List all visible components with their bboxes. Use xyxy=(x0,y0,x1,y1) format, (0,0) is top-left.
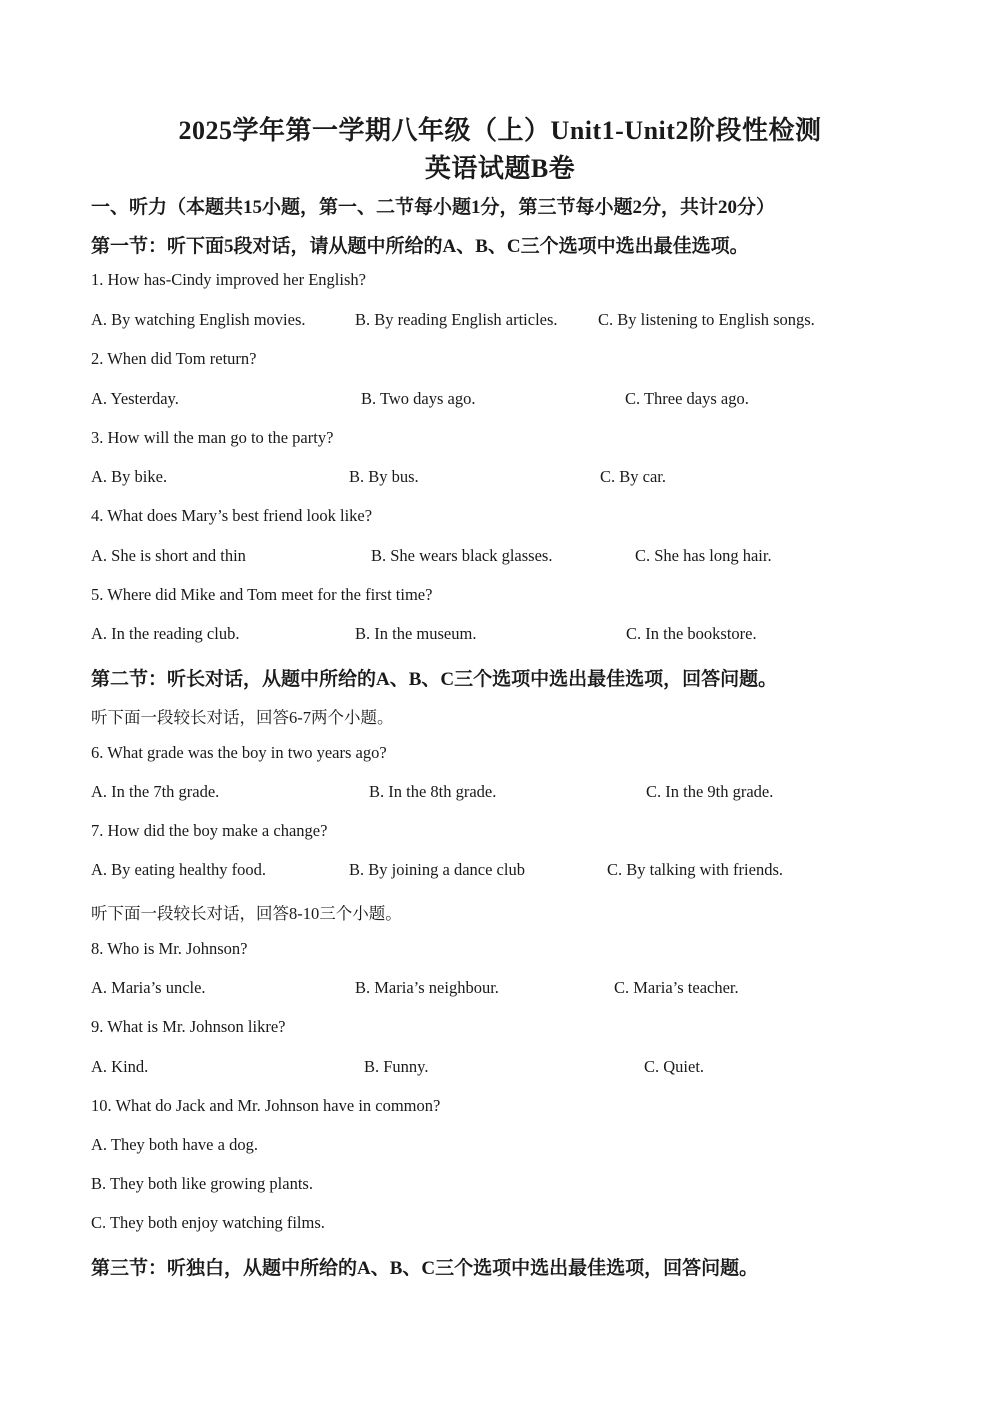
question-7: 7. How did the boy make a change? xyxy=(91,821,328,840)
q4-option-c: C. She has long hair. xyxy=(635,546,772,565)
q10-option-b: B. They both like growing plants. xyxy=(91,1174,313,1193)
q8-option-a: A. Maria’s uncle. xyxy=(91,978,206,997)
q10-option-c: C. They both enjoy watching films. xyxy=(91,1213,325,1232)
question-2: 2. When did Tom return? xyxy=(91,349,257,368)
q6-option-b: B. In the 8th grade. xyxy=(369,782,497,801)
q3-option-a: A. By bike. xyxy=(91,467,168,486)
question-10: 10. What do Jack and Mr. Johnson have in common? xyxy=(91,1096,441,1115)
exam-subtitle: 英语试题B卷 xyxy=(424,154,576,183)
q6-option-c: C. In the 9th grade. xyxy=(646,782,774,801)
question-9: 9. What is Mr. Johnson likre? xyxy=(91,1017,286,1036)
q9-option-c: C. Quiet. xyxy=(644,1057,705,1076)
q7-option-a: A. By eating healthy food. xyxy=(91,860,267,879)
q5-option-b: B. In the museum. xyxy=(355,624,477,643)
q1-option-b: B. By reading English articles. xyxy=(355,310,558,329)
q2-option-b: B. Two days ago. xyxy=(361,389,476,408)
q7-option-b: B. By joining a dance club xyxy=(349,860,525,879)
question-1: 1. How has-Cindy improved her English? xyxy=(91,270,366,289)
q10-option-a: A. They both have a dog. xyxy=(91,1135,258,1154)
question-6: 6. What grade was the boy in two years ago? xyxy=(91,743,387,762)
question-4: 4. What does Mary’s best friend look like? xyxy=(91,506,373,525)
part-heading-listening: 一、听力（本题共15小题，第一、二节每小题1分，第三节每小题2分，共计20分） xyxy=(91,197,776,218)
section3-heading: 第三节：听独白，从题中所给的A、B、C三个选项中选出最佳选项，回答问题。 xyxy=(91,1258,759,1279)
q1-option-a: A. By watching English movies. xyxy=(91,310,306,329)
q6-option-a: A. In the 7th grade. xyxy=(91,782,220,801)
q1-option-c: C. By listening to English songs. xyxy=(598,310,815,329)
question-5: 5. Where did Mike and Tom meet for the first time? xyxy=(91,585,433,604)
q9-option-b: B. Funny. xyxy=(364,1057,429,1076)
q3-option-c: C. By car. xyxy=(600,467,666,486)
question-8: 8. Who is Mr. Johnson? xyxy=(91,939,248,958)
q8-option-c: C. Maria’s teacher. xyxy=(614,978,739,997)
question-3: 3. How will the man go to the party? xyxy=(91,428,334,447)
section1-heading: 第一节：听下面5段对话，请从题中所给的A、B、C三个选项中选出最佳选项。 xyxy=(91,236,749,257)
q2-option-a: A. Yesterday. xyxy=(91,389,179,408)
q7-option-c: C. By talking with friends. xyxy=(607,860,783,879)
exam-title: 2025学年第一学期八年级（上）Unit1-Unit2阶段性检测 xyxy=(178,116,822,145)
q5-option-c: C. In the bookstore. xyxy=(626,624,757,643)
q4-option-b: B. She wears black glasses. xyxy=(371,546,553,565)
q9-option-a: A. Kind. xyxy=(91,1057,149,1076)
q2-option-c: C. Three days ago. xyxy=(625,389,749,408)
q3-option-b: B. By bus. xyxy=(349,467,419,486)
q5-option-a: A. In the reading club. xyxy=(91,624,240,643)
q4-option-a: A. She is short and thin xyxy=(91,546,246,565)
section2-heading: 第二节：听长对话，从题中所给的A、B、C三个选项中选出最佳选项，回答问题。 xyxy=(91,669,778,690)
section2-intro-6-7: 听下面一段较长对话，回答6-7两个小题。 xyxy=(91,708,394,727)
section2-intro-8-10: 听下面一段较长对话，回答8-10三个小题。 xyxy=(91,904,402,923)
q8-option-b: B. Maria’s neighbour. xyxy=(355,978,499,997)
